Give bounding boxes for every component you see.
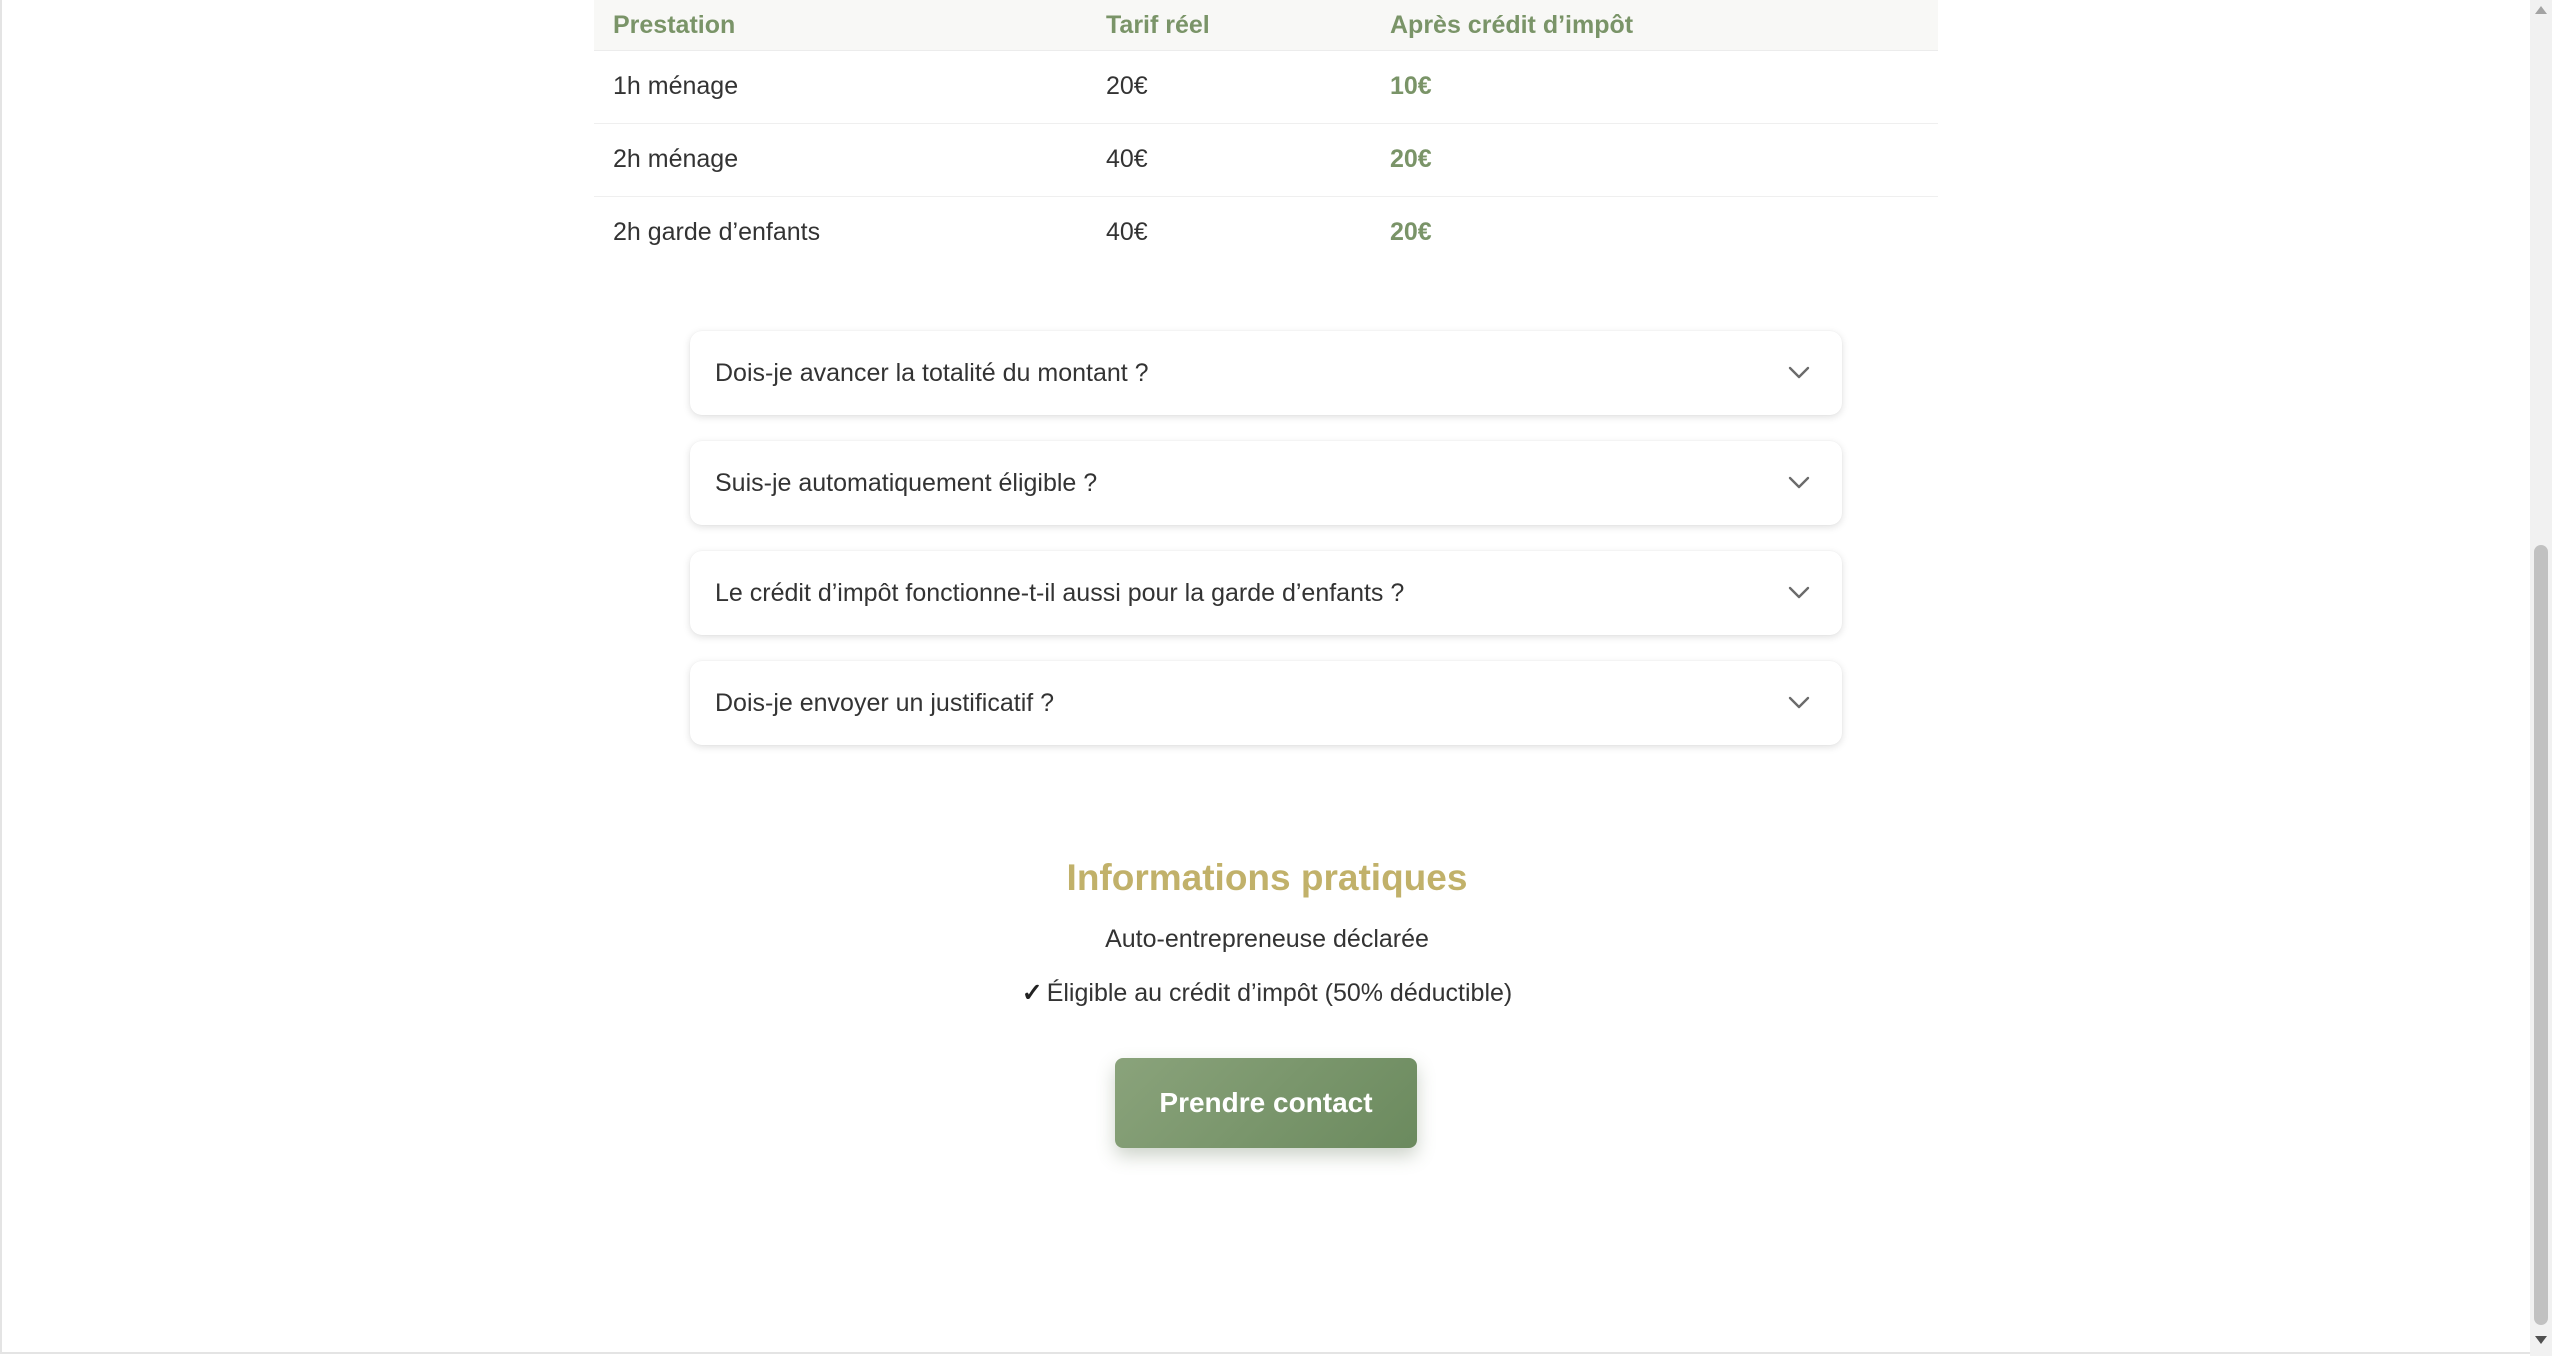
eligibility-label: Éligible au crédit d’impôt (50% déductible) xyxy=(1046,979,1513,1007)
cell-service: 1h ménage xyxy=(594,50,1087,123)
cell-service: 2h ménage xyxy=(594,123,1087,196)
faq-item-eligibility[interactable] xyxy=(690,441,1842,525)
section-title: Informations pratiques xyxy=(1066,857,1468,898)
chevron-down-icon[interactable] xyxy=(1786,580,1812,606)
column-header-after-credit: Après crédit d’impôt xyxy=(1371,0,1938,50)
cell-service: 2h garde d’enfants xyxy=(613,218,821,247)
scroll-down-icon[interactable] xyxy=(2535,1336,2547,1344)
cell-after-credit: 20€ xyxy=(1371,123,1938,196)
table-header-row xyxy=(594,0,1938,50)
scroll-up-icon[interactable] xyxy=(2535,6,2547,14)
faq-item-advance-payment[interactable] xyxy=(690,331,1842,415)
cell-price: 40€ xyxy=(1106,218,1148,247)
check-icon: ✓ xyxy=(1021,979,1043,1007)
table-row xyxy=(594,50,1938,123)
chevron-down-icon[interactable] xyxy=(1786,690,1812,716)
column-header-service: Prestation xyxy=(594,0,1087,50)
cell-price: 40€ xyxy=(1087,123,1371,196)
faq-question: Dois-je envoyer un justificatif ? xyxy=(715,688,1055,717)
scrollbar-thumb[interactable] xyxy=(2534,545,2548,1325)
table-row xyxy=(594,123,1938,196)
table-row xyxy=(594,196,1938,269)
status-text: Auto-entrepreneuse déclarée xyxy=(1105,925,1429,953)
eligibility-text xyxy=(2,976,2532,1010)
contact-button[interactable]: Prendre contact xyxy=(1115,1058,1417,1148)
faq-item-childcare[interactable] xyxy=(690,551,1842,635)
faq-list xyxy=(690,331,1842,771)
chevron-down-icon[interactable] xyxy=(1786,360,1812,386)
cell-price: 20€ xyxy=(1087,50,1371,123)
faq-item-proof[interactable] xyxy=(690,661,1842,745)
faq-question: Le crédit d’impôt fonctionne-t-il aussi pour la garde d’enfants ? xyxy=(715,578,1405,607)
cell-after-credit: 20€ xyxy=(1390,218,1432,247)
cell-after-credit: 10€ xyxy=(1371,50,1938,123)
faq-question: Suis-je automatiquement éligible ? xyxy=(715,468,1098,497)
practical-info-section xyxy=(2,850,2532,1010)
column-header-price: Tarif réel xyxy=(1087,0,1371,50)
faq-question: Dois-je avancer la totalité du montant ? xyxy=(715,358,1149,387)
price-table xyxy=(594,0,1938,269)
chevron-down-icon[interactable] xyxy=(1786,470,1812,496)
vertical-scrollbar[interactable] xyxy=(2530,0,2552,1356)
